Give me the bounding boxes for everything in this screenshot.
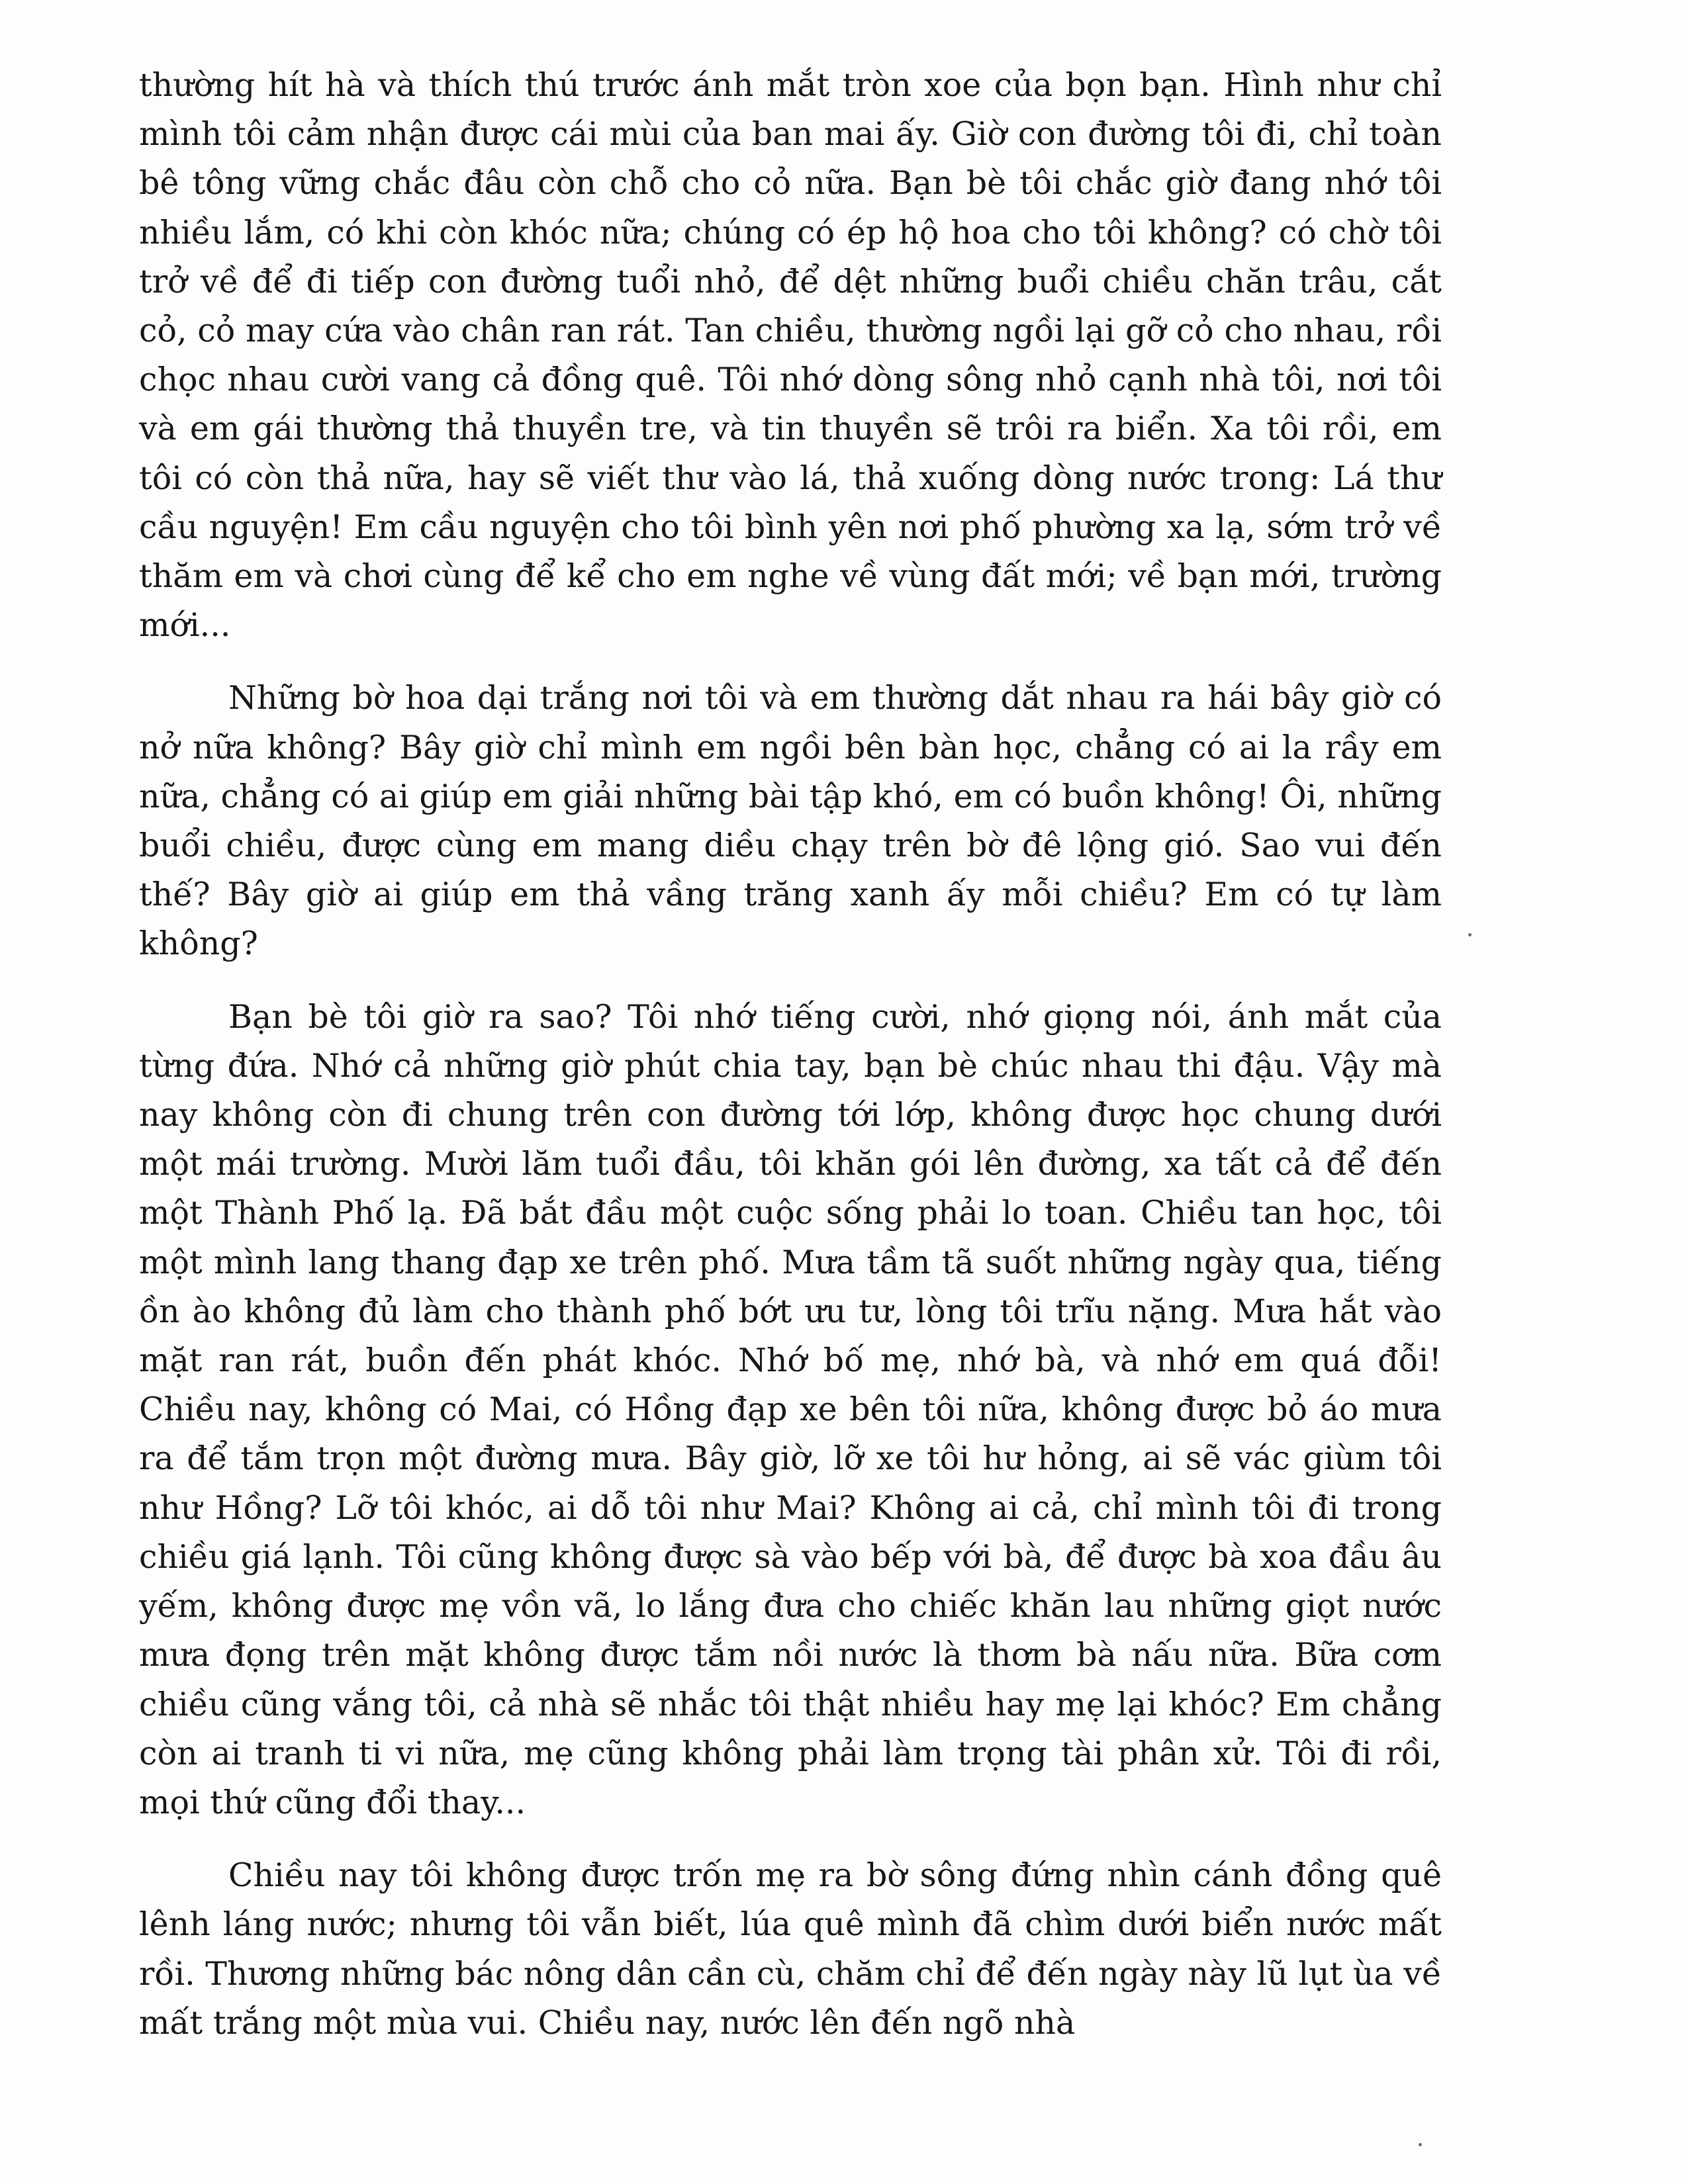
- scan-speck: [1419, 2143, 1422, 2146]
- body-text: [139, 61, 1442, 2048]
- paragraph-4: Chiều nay tôi không được trốn mẹ ra bờ sông đứng nhìn cánh đồng quê lênh láng nước; nhưng tôi vẫn biết, lúa quê mình đã chìm dưới biển nước mất rồi. Thương những bác nông dân cần cù, chăm chỉ để đến ngày này lũ lụt ùa về mất trắng một mùa vui. Chiều nay, nước lên đến ngõ nhà: [139, 1856, 1442, 2042]
- paragraph-2: Những bờ hoa dại trắng nơi tôi và em thường dắt nhau ra hái bây giờ có nở nữa không? Bây giờ chỉ mình em ngồi bên bàn học, chẳng có ai la rầy em nữa, chẳng có ai giúp em giải những bài tập khó, em có buồn không! Ôi, những buổi chiều, được cùng em mang diều chạy trên bờ đê lộng gió. Sao vui đến thế? Bây giờ ai giúp em thả vầng trăng xanh ấy mỗi chiều? Em có tự làm không?: [139, 679, 1442, 963]
- paragraph-3: Bạn bè tôi giờ ra sao? Tôi nhớ tiếng cười, nhớ giọng nói, ánh mắt của từng đứa. Nhớ cả những giờ phút chia tay, bạn bè chúc nhau thi đậu. Vậy mà nay không còn đi chung trên con đường tới lớp, không được học chung dưới một mái trường. Mười lăm tuổi đầu, tôi khăn gói lên đường, xa tất cả để đến một Thành Phố lạ. Đã bắt đầu một cuộc sống phải lo toan. Chiều tan học, tôi một mình lang thang đạp xe trên phố. Mưa tầm tã suốt những ngày qua, tiếng ồn ào không đủ làm cho thành phố bớt ưu tư, lòng tôi trĩu nặng. Mưa hắt vào mặt ran rát, buồn đến phát khóc. Nhớ bố mẹ, nhớ bà, và nhớ em quá đỗi! Chiều nay, không có Mai, có Hồng đạp xe bên tôi nữa, không được bỏ áo mưa ra để tắm trọn một đường mưa. Bây giờ, lỡ xe tôi hư hỏng, ai sẽ vác giùm tôi như Hồng? Lỡ tôi khóc, ai dỗ tôi như Mai? Không ai cả, chỉ mình tôi đi trong chiều giá lạnh. Tôi cũng không được sà vào bếp với bà, để được bà xoa đầu âu yếm, không được mẹ vồn vã, lo lắng đưa cho chiếc khăn lau những giọt nước mưa đọng trên mặt không được tắm nồi nước là thơm bà nấu nữa. Bữa cơm chiều cũng vắng tôi, cả nhà sẽ nhắc tôi thật nhiều hay mẹ lại khóc? Em chẳng còn ai tranh ti vi nữa, mẹ cũng không phải làm trọng tài phân xử. Tôi đi rồi, mọi thứ cũng đổi thay...: [139, 997, 1442, 1821]
- scan-speck: [1468, 933, 1472, 936]
- paragraph-1: thường hít hà và thích thú trước ánh mắt tròn xoe của bọn bạn. Hình như chỉ mình tôi cảm nhận được cái mùi của ban mai ấy. Giờ con đường tôi đi, chỉ toàn bê tông vững chắc đâu còn chỗ cho cỏ nữa. Bạn bè tôi chắc giờ đang nhớ tôi nhiều lắm, có khi còn khóc nữa; chúng có ép hộ hoa cho tôi không? có chờ tôi trở về để đi tiếp con đường tuổi nhỏ, để dệt những buổi chiều chăn trâu, cắt cỏ, cỏ may cứa vào chân ran rát. Tan chiều, thường ngồi lại gỡ cỏ cho nhau, rồi chọc nhau cười vang cả đồng quê. Tôi nhớ dòng sông nhỏ cạnh nhà tôi, nơi tôi và em gái thường thả thuyền tre, và tin thuyền sẽ trôi ra biển. Xa tôi rồi, em tôi có còn thả nữa, hay sẽ viết thư vào lá, thả xuống dòng nước trong: Lá thư cầu nguyện! Em cầu nguyện cho tôi bình yên nơi phố phường xa lạ, sớm trở về thăm em và chơi cùng để kể cho em nghe về vùng đất mới; về bạn mới, trường mới...: [139, 66, 1442, 645]
